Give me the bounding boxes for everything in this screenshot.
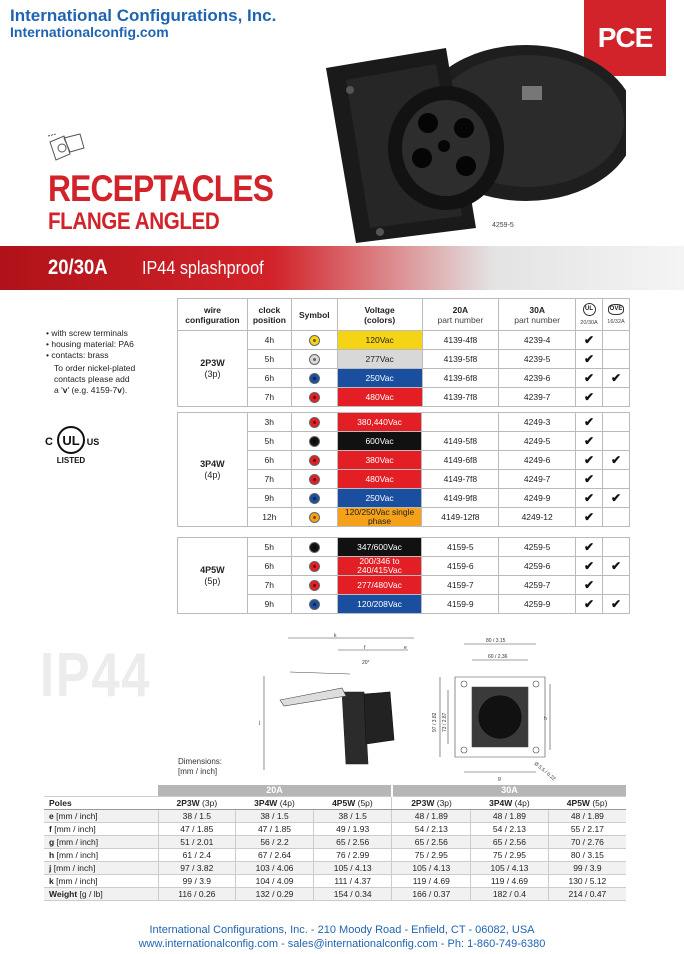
header-ove-cert: ÖVE 16/32A [603, 299, 630, 331]
voltage-cell: 380,440Vac [337, 413, 422, 432]
part-number-20a: 4159-6 [422, 557, 499, 576]
check-icon: ✔ [584, 597, 595, 611]
check-icon: ✔ [610, 559, 622, 573]
header-wire-config: wire configuration [178, 299, 248, 331]
dims-value: 97 / 3.82 [158, 861, 236, 874]
ul-check [576, 508, 603, 527]
ove-check [603, 451, 630, 470]
part-number-20a: 4139-6f8 [422, 369, 499, 388]
svg-text:20°: 20° [362, 660, 370, 666]
pin-symbol-icon [309, 436, 320, 447]
part-number-20a: 4149-9f8 [422, 489, 499, 508]
voltage-cell: 480Vac [337, 470, 422, 489]
dims-value: 48 / 1.89 [548, 809, 626, 822]
page-title [48, 170, 310, 234]
title-line1: RECEPTACLES [48, 168, 274, 209]
ove-check [603, 331, 630, 350]
pin-symbol-icon [309, 474, 320, 485]
symbol-cell [291, 350, 337, 369]
symbol-cell [291, 451, 337, 470]
symbol-cell [291, 413, 337, 432]
clock-position: 6h [247, 369, 291, 388]
symbol-cell [291, 557, 337, 576]
dims-row-label: e [mm / inch] [44, 809, 158, 822]
symbol-cell [291, 508, 337, 527]
voltage-cell: 600Vac [337, 432, 422, 451]
band-amperage: 20/30A [48, 256, 108, 279]
pin-symbol-icon [309, 599, 320, 610]
dims-value: 61 / 2.4 [158, 848, 236, 861]
pin-symbol-icon [309, 354, 320, 365]
dims-row [44, 809, 626, 822]
part-number-20a: 4159-9 [422, 595, 499, 614]
header-ul-cert: UL 20/30A [576, 299, 603, 331]
dims-value: 105 / 4.13 [313, 861, 392, 874]
dims-pole-header: 2P3W (3p) [392, 796, 471, 809]
dims-row [44, 874, 626, 887]
ove-check [603, 432, 630, 451]
dims-pole-header: 4P5W (5p) [313, 796, 392, 809]
svg-text:73 / 2.87: 73 / 2.87 [442, 712, 448, 732]
symbol-cell [291, 489, 337, 508]
dims-value: 119 / 4.69 [392, 874, 471, 887]
part-number-30a: 4249-5 [499, 432, 576, 451]
band-subtitle: IP44 splashproof [142, 258, 264, 278]
ul-check [576, 557, 603, 576]
dims-value: 65 / 2.56 [471, 835, 549, 848]
pin-symbol-icon [309, 335, 320, 346]
dims-value: 154 / 0.34 [313, 887, 392, 900]
ul-check [576, 388, 603, 407]
part-number-20a: 4149-7f8 [422, 470, 499, 489]
dims-value: 132 / 0.29 [236, 887, 314, 900]
pin-symbol-icon [309, 417, 320, 428]
part-number-30a: 4259-5 [499, 538, 576, 557]
svg-text:UL: UL [62, 433, 80, 448]
svg-text:C: C [45, 436, 53, 448]
dims-value: 182 / 0.4 [471, 887, 549, 900]
dims-value: 80 / 3.15 [548, 848, 626, 861]
dims-value: 105 / 4.13 [392, 861, 471, 874]
part-number-20a: 4159-7 [422, 576, 499, 595]
dims-value: 166 / 0.37 [392, 887, 471, 900]
clock-position: 5h [247, 432, 291, 451]
ul-check [576, 489, 603, 508]
part-number-30a: 4249-7 [499, 470, 576, 489]
dims-value: 51 / 2.01 [158, 835, 236, 848]
voltage-cell: 347/600Vac [337, 538, 422, 557]
dims-header-30a: 30A [392, 785, 626, 796]
dims-value: 104 / 4.09 [236, 874, 314, 887]
product-row [178, 538, 630, 557]
dims-row-label: g [mm / inch] [44, 835, 158, 848]
voltage-cell: 120Vac [337, 331, 422, 350]
symbol-cell [291, 432, 337, 451]
clock-position: 5h [247, 350, 291, 369]
ul-listed-logo [40, 424, 102, 471]
dims-value: 75 / 2.95 [392, 848, 471, 861]
part-number-20a: 4139-4f8 [422, 331, 499, 350]
brand-logo: PCE [584, 0, 666, 76]
svg-text:g: g [498, 776, 501, 782]
part-number-30a: 4259-9 [499, 595, 576, 614]
voltage-cell: 200/346 to 240/415Vac [337, 557, 422, 576]
dims-value: 67 / 2.64 [236, 848, 314, 861]
clock-position: 9h [247, 595, 291, 614]
check-icon: ✔ [583, 371, 595, 385]
image-code: 4259-5 [492, 222, 514, 229]
dims-value: 54 / 2.13 [471, 822, 549, 835]
dims-row-label: f [mm / inch] [44, 822, 158, 835]
dims-value: 48 / 1.89 [392, 809, 471, 822]
ul-check [576, 576, 603, 595]
voltage-cell: 250Vac [337, 489, 422, 508]
voltage-cell: 380Vac [337, 451, 422, 470]
symbol-cell [291, 595, 337, 614]
dims-value: 65 / 2.56 [392, 835, 471, 848]
receptacle-product-image [296, 28, 626, 258]
dims-value: 75 / 2.95 [471, 848, 549, 861]
part-number-30a: 4259-6 [499, 557, 576, 576]
part-number-20a [422, 413, 499, 432]
check-icon: ✔ [584, 453, 595, 467]
clock-position: 6h [247, 451, 291, 470]
ove-check [603, 388, 630, 407]
ul-check [576, 432, 603, 451]
dims-value: 119 / 4.69 [471, 874, 549, 887]
check-icon: ✔ [584, 415, 595, 429]
feature-item: • with screw terminals [46, 328, 128, 338]
svg-text:k: k [334, 633, 337, 639]
check-icon: ✔ [584, 472, 595, 486]
dims-value: 38 / 1.5 [236, 809, 314, 822]
check-icon: ✔ [584, 559, 595, 573]
dimensions-label: Dimensions: [mm / inch] [178, 757, 223, 776]
dims-value: 70 / 2.76 [548, 835, 626, 848]
footer-address: International Configurations, Inc. - 210 Moody Road - Enfield, CT - 06082, USA [149, 924, 535, 936]
pin-symbol-icon [309, 561, 320, 572]
svg-text:Ø 5.5 / 0.22: Ø 5.5 / 0.22 [532, 760, 557, 782]
ove-check [603, 369, 630, 388]
wire-config: 2P3W (3p) [178, 331, 248, 407]
symbol-cell [291, 576, 337, 595]
product-row [178, 413, 630, 432]
dims-value: 111 / 4.37 [313, 874, 392, 887]
header-20a: 20A part number [422, 299, 499, 331]
ove-check [603, 576, 630, 595]
svg-text:97 / 3.82: 97 / 3.82 [432, 712, 438, 732]
part-number-20a: 4149-12f8 [422, 508, 499, 527]
dimension-drawing [250, 632, 560, 782]
ul-check [576, 369, 603, 388]
svg-text:h: h [544, 716, 547, 722]
dims-value: 103 / 4.06 [236, 861, 314, 874]
feature-list [46, 328, 135, 396]
check-icon: ✔ [584, 434, 595, 448]
company-website[interactable]: Internationalconfig.com [10, 24, 169, 40]
svg-text:US: US [86, 437, 100, 447]
ove-check [603, 470, 630, 489]
product-table-2p3w [177, 298, 630, 407]
dims-row [44, 848, 626, 861]
receptacle-sketch-icon [44, 132, 90, 164]
dims-value: 38 / 1.5 [158, 809, 236, 822]
part-number-30a: 4239-5 [499, 350, 576, 369]
order-note: To order nickel-plated contacts please add a 'v' (e.g. 4159-7v). [54, 363, 136, 395]
ul-check [576, 470, 603, 489]
part-number-20a: 4159-5 [422, 538, 499, 557]
ul-cert-icon: UL [583, 303, 596, 316]
part-number-30a: 4249-12 [499, 508, 576, 527]
ove-check [603, 557, 630, 576]
svg-text:f: f [364, 645, 366, 651]
ove-check [603, 413, 630, 432]
ove-check [603, 595, 630, 614]
product-table-3p4w [177, 412, 630, 527]
title-line2: FLANGE ANGLED [48, 208, 220, 235]
ul-check [576, 538, 603, 557]
product-table-4p5w [177, 537, 630, 614]
check-icon: ✔ [584, 540, 595, 554]
check-icon: ✔ [583, 352, 595, 366]
dims-row-label: j [mm / inch] [44, 861, 158, 874]
voltage-cell: 480Vac [337, 388, 422, 407]
dims-row-label: k [mm / inch] [44, 874, 158, 887]
dims-row [44, 822, 626, 835]
wire-config: 3P4W (4p) [178, 413, 248, 527]
check-icon: ✔ [583, 390, 595, 404]
part-number-30a: 4249-9 [499, 489, 576, 508]
dims-corner [44, 785, 158, 796]
check-icon: ✔ [610, 371, 622, 385]
dims-value: 214 / 0.47 [548, 887, 626, 900]
dims-value: 65 / 2.56 [313, 835, 392, 848]
company-name: International Configurations, Inc. [10, 6, 277, 25]
clock-position: 12h [247, 508, 291, 527]
svg-text:60 / 2.36: 60 / 2.36 [488, 654, 508, 660]
product-row [178, 331, 630, 350]
part-number-20a: 4149-6f8 [422, 451, 499, 470]
dims-row-label: h [mm / inch] [44, 848, 158, 861]
dims-header-20a: 20A [158, 785, 392, 796]
header-voltage: Voltage (colors) [337, 299, 422, 331]
dims-value: 99 / 3.9 [158, 874, 236, 887]
voltage-cell: 277/480Vac [337, 576, 422, 595]
part-number-30a: 4249-3 [499, 413, 576, 432]
dims-poles-label: Poles [44, 796, 158, 809]
part-number-20a: 4139-5f8 [422, 350, 499, 369]
dims-value: 48 / 1.89 [471, 809, 549, 822]
pin-symbol-icon [309, 392, 320, 403]
feature-item: • housing material: PA6 [46, 339, 134, 349]
part-number-30a: 4259-7 [499, 576, 576, 595]
dims-row [44, 835, 626, 848]
clock-position: 5h [247, 538, 291, 557]
part-number-30a: 4249-6 [499, 451, 576, 470]
part-number-30a: 4239-6 [499, 369, 576, 388]
clock-position: 9h [247, 489, 291, 508]
voltage-cell: 120/250Vac single phase [337, 508, 422, 527]
clock-position: 7h [247, 470, 291, 489]
footer-contact[interactable]: www.internationalconfig.com - sales@internationalconfig.com - Ph: 1-860-749-6380 [138, 938, 546, 950]
check-icon: ✔ [610, 491, 622, 505]
dims-value: 54 / 2.13 [392, 822, 471, 835]
check-icon: ✔ [610, 597, 622, 611]
pin-symbol-icon [309, 512, 320, 523]
dims-pole-header: 3P4W (4p) [236, 796, 314, 809]
dims-row [44, 861, 626, 874]
ul-check [576, 595, 603, 614]
clock-position: 7h [247, 388, 291, 407]
dims-value: 55 / 2.17 [548, 822, 626, 835]
dims-value: 105 / 4.13 [471, 861, 549, 874]
wire-config: 4P5W (5p) [178, 538, 248, 614]
symbol-cell [291, 388, 337, 407]
dims-row [44, 887, 626, 900]
voltage-cell: 250Vac [337, 369, 422, 388]
header-clock: clock position [247, 299, 291, 331]
ip44-watermark: IP44 [40, 641, 152, 710]
dims-value: 47 / 1.85 [158, 822, 236, 835]
clock-position: 3h [247, 413, 291, 432]
dims-value: 49 / 1.93 [313, 822, 392, 835]
ul-check [576, 413, 603, 432]
ove-check [603, 350, 630, 369]
pin-symbol-icon [309, 542, 320, 553]
clock-position: 6h [247, 557, 291, 576]
ul-check [576, 451, 603, 470]
ove-check [603, 538, 630, 557]
symbol-cell [291, 369, 337, 388]
pin-symbol-icon [309, 493, 320, 504]
dims-value: 99 / 3.9 [548, 861, 626, 874]
dims-value: 47 / 1.85 [236, 822, 314, 835]
check-icon: ✔ [584, 510, 595, 524]
dims-value: 56 / 2.2 [236, 835, 314, 848]
part-number-30a: 4239-7 [499, 388, 576, 407]
svg-text:LISTED: LISTED [56, 456, 86, 465]
dims-pole-header: 4P5W (5p) [548, 796, 626, 809]
voltage-cell: 277Vac [337, 350, 422, 369]
svg-text:j: j [259, 720, 261, 726]
part-number-20a: 4149-5f8 [422, 432, 499, 451]
check-icon: ✔ [584, 491, 595, 505]
ove-check [603, 508, 630, 527]
ove-check [603, 489, 630, 508]
feature-item: • contacts: brass [46, 350, 109, 360]
ove-cert-icon: ÖVE [608, 304, 625, 315]
svg-text:80 / 3.15: 80 / 3.15 [486, 638, 506, 644]
dims-pole-header: 2P3W (3p) [158, 796, 236, 809]
symbol-cell [291, 538, 337, 557]
clock-position: 7h [247, 576, 291, 595]
pin-symbol-icon [309, 455, 320, 466]
dims-value: 116 / 0.26 [158, 887, 236, 900]
header-symbol: Symbol [291, 299, 337, 331]
pin-symbol-icon [309, 580, 320, 591]
voltage-cell: 120/208Vac [337, 595, 422, 614]
check-icon: ✔ [610, 453, 622, 467]
svg-text:e: e [404, 645, 407, 651]
check-icon: ✔ [583, 333, 595, 347]
pin-symbol-icon [309, 373, 320, 384]
dims-value: 76 / 2.99 [313, 848, 392, 861]
dims-value: 38 / 1.5 [313, 809, 392, 822]
dims-pole-header: 3P4W (4p) [471, 796, 549, 809]
header-30a: 30A part number [499, 299, 576, 331]
dims-value: 130 / 5.12 [548, 874, 626, 887]
ul-check [576, 331, 603, 350]
part-number-30a: 4239-4 [499, 331, 576, 350]
symbol-cell [291, 331, 337, 350]
check-icon: ✔ [584, 578, 595, 592]
part-number-20a: 4139-7f8 [422, 388, 499, 407]
ul-check [576, 350, 603, 369]
dims-row-label: Weight [g / lb] [44, 887, 158, 900]
symbol-cell [291, 470, 337, 489]
dimensions-table [44, 785, 626, 901]
clock-position: 4h [247, 331, 291, 350]
